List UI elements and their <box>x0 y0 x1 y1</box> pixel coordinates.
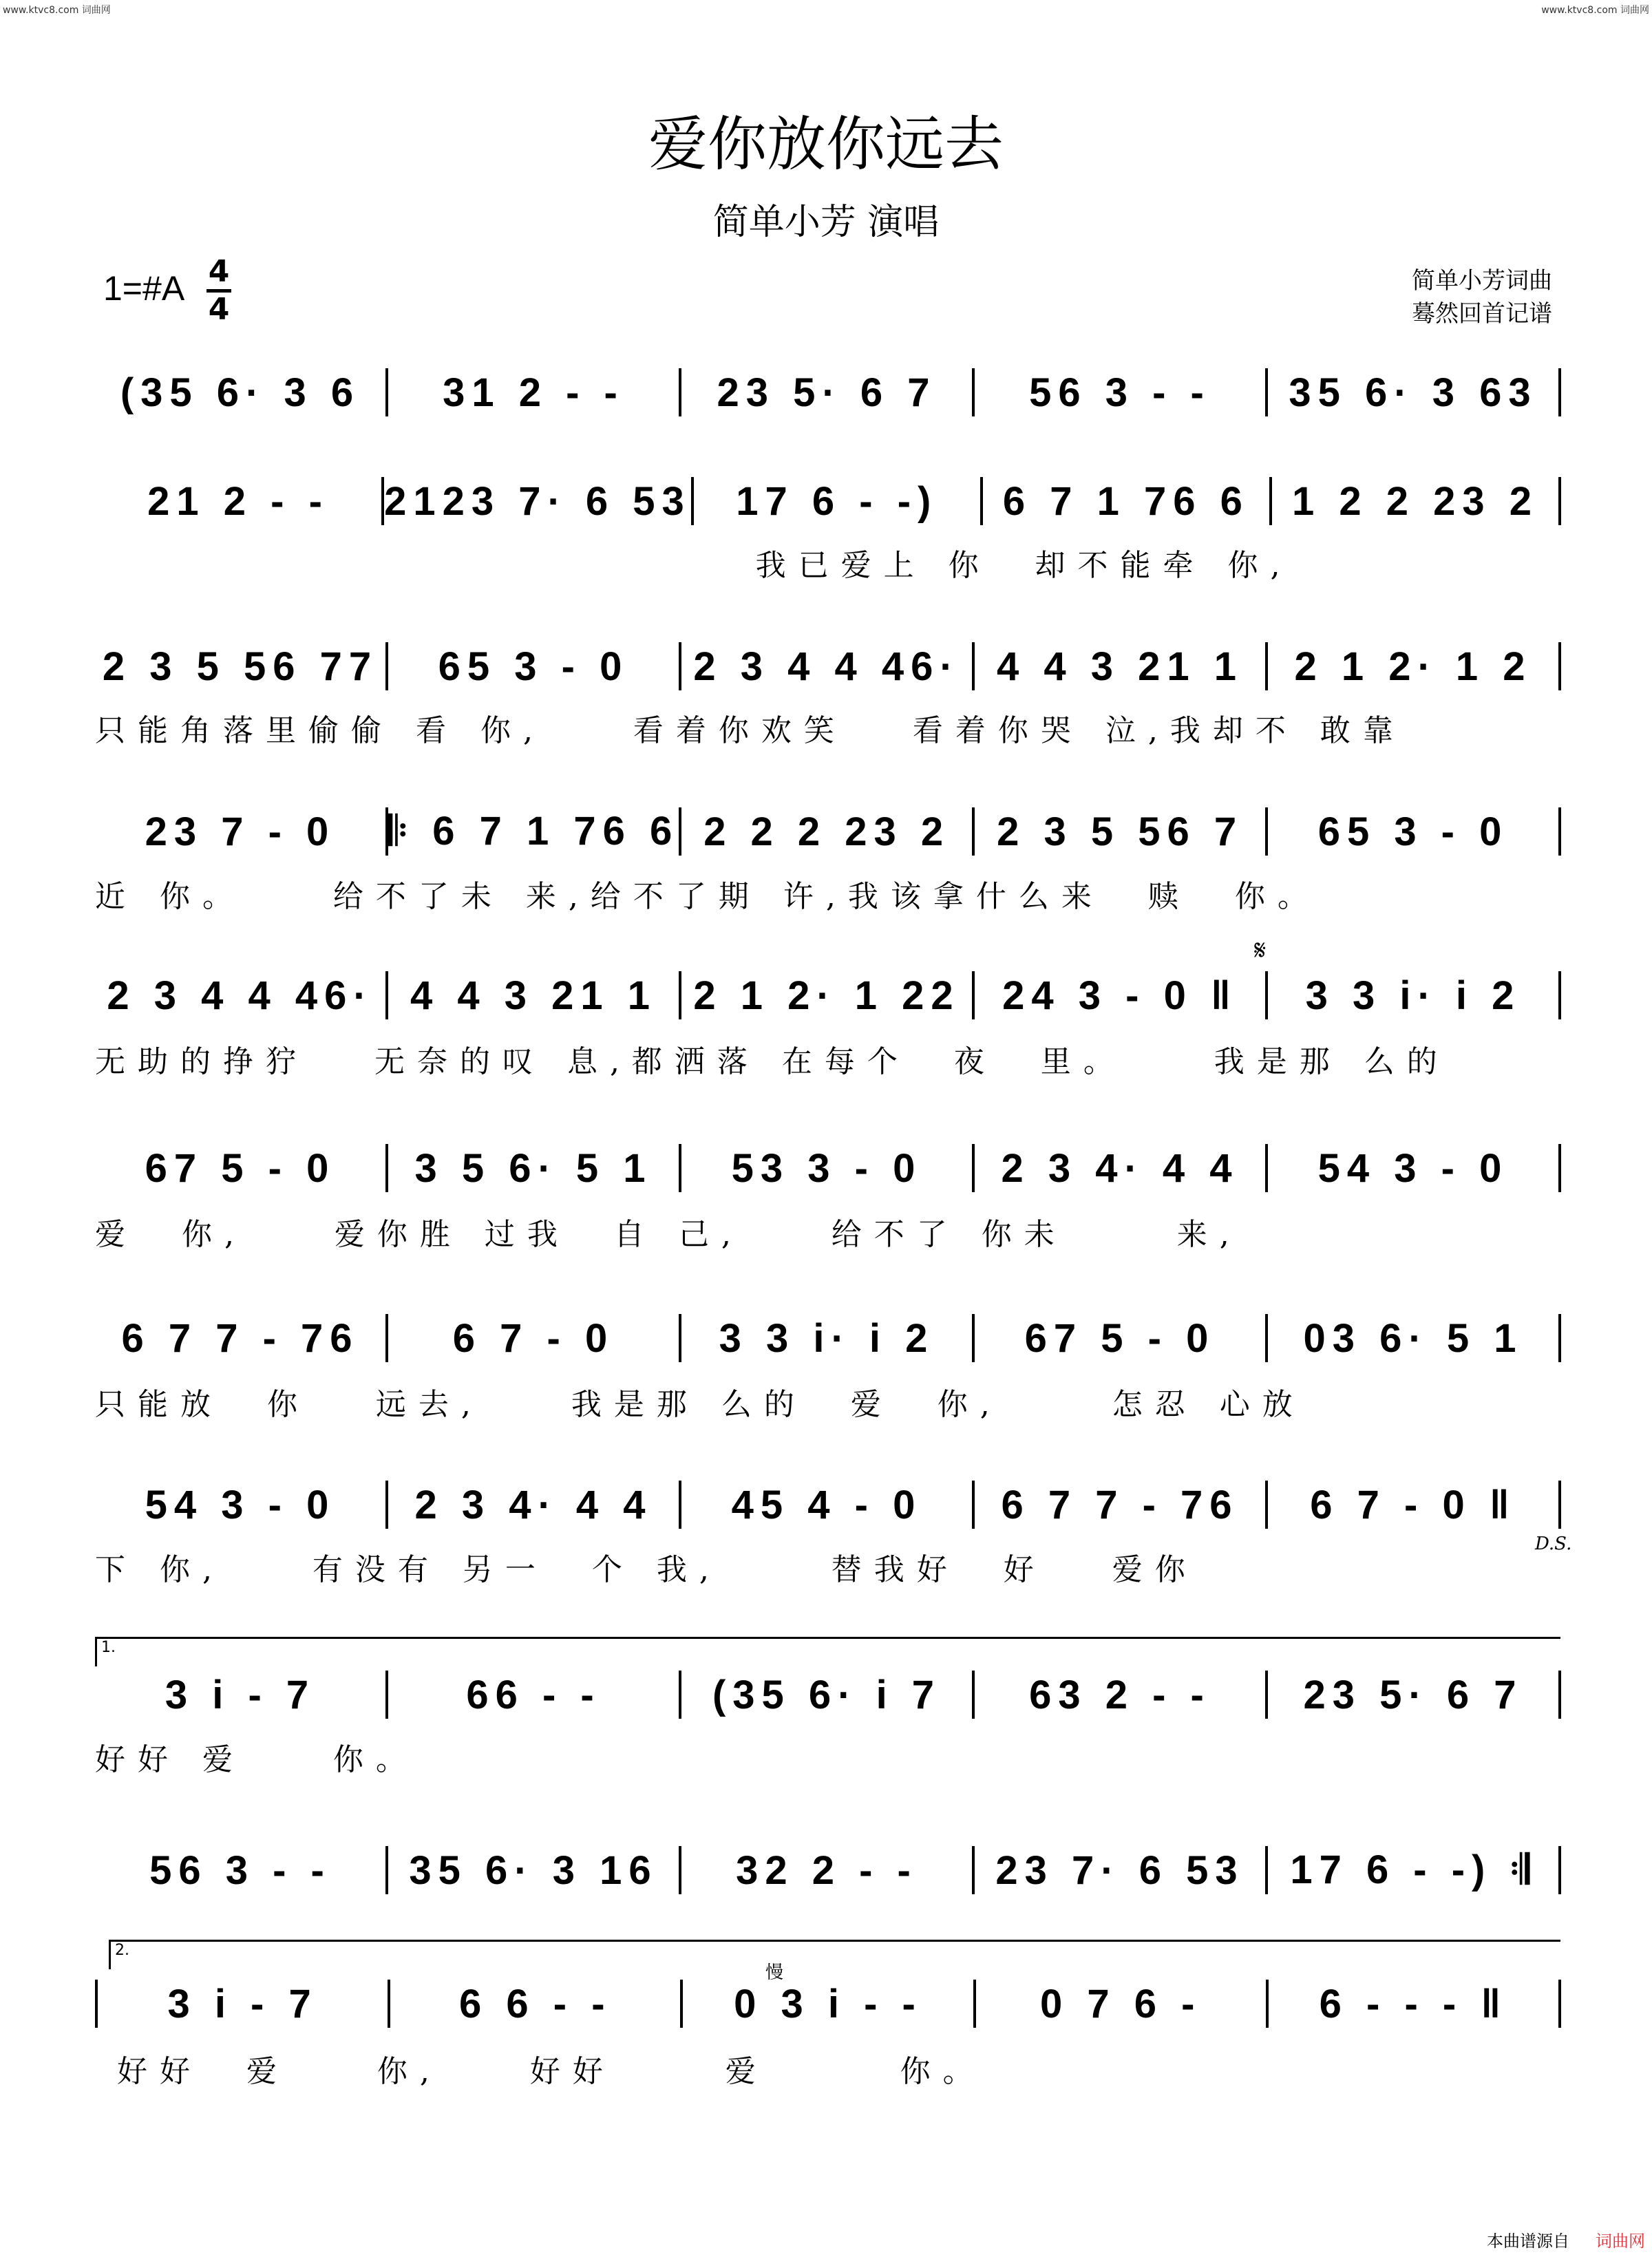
measure: 2123 7· 6 53 <box>384 478 691 524</box>
measure: 4 4 3 21 1 <box>997 644 1243 689</box>
measure: 3 i - 7 <box>165 1672 316 1717</box>
measure: 6 7 - 0 <box>452 1315 615 1361</box>
lyrics-line: 我已爱上 你 却不能牵 你, <box>95 548 1293 583</box>
measure: 21 2 - - <box>147 478 329 524</box>
credit-composer: 简单小芳词曲 <box>1412 267 1552 295</box>
measure: 3 3 i· i 2 <box>719 1315 935 1361</box>
measure: 2 2 2 23 2 <box>703 809 951 854</box>
notation-line <box>95 1477 1561 1532</box>
barline <box>1558 807 1561 856</box>
measure: 03 6· 5 1 <box>1303 1315 1523 1361</box>
notation-line <box>95 1141 1561 1196</box>
measure: 23 5· 6 7 <box>717 370 937 415</box>
measure: 2 3 4 4 46· <box>693 644 960 689</box>
volta-1: 1. <box>95 1637 1560 1666</box>
measure: 23 7· 6 53 <box>995 1847 1245 1893</box>
measure: 6 - - - ‖ <box>1319 1981 1508 2026</box>
measure: 𝄆 6 7 1 76 6 <box>388 809 679 854</box>
time-top: 4 <box>208 254 230 289</box>
measure: 45 4 - 0 <box>731 1482 922 1527</box>
measure: 1 2 2 23 2 <box>1291 478 1538 524</box>
notation-line <box>95 639 1561 694</box>
credit-transcriber: 蓦然回首记谱 <box>1412 300 1552 328</box>
barline <box>1558 1671 1561 1719</box>
measure: 2 3 5 56 7 <box>997 809 1244 854</box>
measure: 2 3 5 56 77 <box>102 644 379 689</box>
notation-line <box>95 1843 1561 1898</box>
measure: 56 3 - - <box>149 1847 331 1893</box>
measure: 65 3 - 0 <box>1317 809 1509 854</box>
measure: 66 - - <box>466 1672 601 1717</box>
measure: 31 2 - - <box>443 370 624 415</box>
notation-line <box>95 1667 1561 1722</box>
notation-line <box>95 1311 1561 1366</box>
measure: 6 7 7 - 76 <box>1001 1482 1239 1527</box>
notation-line <box>95 365 1561 420</box>
measure: 23 7 - 0 <box>145 809 336 854</box>
measure: 3 5 6· 5 1 <box>414 1145 653 1191</box>
measure: 2 3 4· 4 4 <box>1001 1145 1239 1191</box>
lyrics-line: 无助的挣狞 无奈的叹 息,都洒落 在每个 夜 里。 我是那 么的 <box>95 1044 1450 1079</box>
measure: 63 2 - - <box>1029 1672 1211 1717</box>
measure: 67 5 - 0 <box>145 1145 336 1191</box>
measure: 0 7 6 - <box>1039 1981 1202 2026</box>
measure: 6 7 1 76 6 <box>1002 478 1249 524</box>
barline <box>1558 1846 1561 1894</box>
barline <box>1558 368 1561 416</box>
key-signature: 1=#A <box>103 269 185 308</box>
footer-site-logo: 词曲网 <box>1596 2232 1645 2251</box>
measure: 35 6· 3 16 <box>409 1847 658 1893</box>
notation-line <box>95 968 1561 1023</box>
measure: 54 3 - 0 <box>1317 1145 1509 1191</box>
barline <box>1558 1144 1561 1192</box>
measure: 54 3 - 0 <box>145 1482 336 1527</box>
measure: (35 6· 3 6 <box>120 370 361 415</box>
song-title: 爱你放你远去 <box>648 110 1004 179</box>
measure: 23 5· 6 7 <box>1303 1672 1523 1717</box>
measure: 32 2 - - <box>736 1847 918 1893</box>
lyrics-line: 下 你, 有没有 另一 个 我, 替我好 好 爱你 <box>95 1552 1198 1587</box>
measure: 24 3 - 0 ‖ <box>1002 973 1238 1018</box>
watermark-right: www.ktvc8.com 词曲网 <box>1541 5 1649 16</box>
measure: 2 3 4 4 46· <box>107 973 374 1018</box>
time-signature <box>206 256 231 326</box>
barline <box>1558 1980 1561 2028</box>
measure: 6 7 7 - 76 <box>121 1315 359 1361</box>
lyrics-line: 近 你。 给不了未 来,给不了期 许,我该拿什么来 赎 你。 <box>95 879 1320 914</box>
measure: 3 i - 7 <box>167 1981 318 2026</box>
measure: 0 3 i - - <box>734 1981 922 2026</box>
measure: 65 3 - 0 <box>438 644 629 689</box>
lyrics-line: 只能放 你 远去, 我是那 么的 爱 你, 怎忍 心放 <box>95 1387 1305 1422</box>
lyrics-line: 只能角落里偷偷 看 你, 看着你欢笑 看着你哭 泣,我却不 敢靠 <box>95 713 1406 748</box>
measure: 2 3 4· 4 4 <box>414 1482 653 1527</box>
barline <box>1558 1481 1561 1529</box>
barline <box>1558 642 1561 690</box>
notation-line <box>95 804 1561 859</box>
measure: 67 5 - 0 <box>1024 1315 1216 1361</box>
barline <box>1558 1314 1561 1362</box>
footer-source: 本曲谱源自 <box>1487 2232 1569 2251</box>
notation-line <box>95 474 1561 529</box>
lyrics-line: 爱 你, 爱你胜 过我 自 己, 给不了 你未 来, <box>95 1217 1242 1252</box>
singer: 简单小芳 演唱 <box>712 202 940 243</box>
measure: 6 6 - - <box>459 1981 612 2026</box>
tempo-mark: 慢 <box>765 1962 784 1983</box>
ds-mark: D.S. <box>1535 1534 1572 1554</box>
lyrics-line: 好好 爱 你。 <box>95 1742 419 1777</box>
measure: (35 6· i 7 <box>712 1672 942 1717</box>
measure: 53 3 - 0 <box>731 1145 922 1191</box>
measure: 2 1 2· 1 2 <box>1294 644 1532 689</box>
notation-line <box>95 1976 1561 2031</box>
segno-mark: 𝄋 <box>1254 935 1267 966</box>
measure: 17 6 - -) 𝄇 <box>1290 1847 1536 1892</box>
lyrics-line: 好好 爱 你, 好好 爱 你。 <box>95 2054 986 2089</box>
measure: 4 4 3 21 1 <box>410 973 657 1018</box>
measure: 6 7 - 0 ‖ <box>1310 1482 1516 1527</box>
measure: 17 6 - -) <box>736 478 938 524</box>
measure: 35 6· 3 63 <box>1289 370 1538 415</box>
barline <box>1558 971 1561 1019</box>
measure: 56 3 - - <box>1029 370 1211 415</box>
barline <box>1558 477 1561 525</box>
watermark-left: www.ktvc8.com 词曲网 <box>3 5 111 16</box>
time-bottom: 4 <box>208 292 230 327</box>
volta-2: 2. <box>109 1940 1560 1969</box>
measure: 2 1 2· 1 22 <box>693 973 960 1018</box>
measure: 3 3 i· i 2 <box>1305 973 1521 1018</box>
